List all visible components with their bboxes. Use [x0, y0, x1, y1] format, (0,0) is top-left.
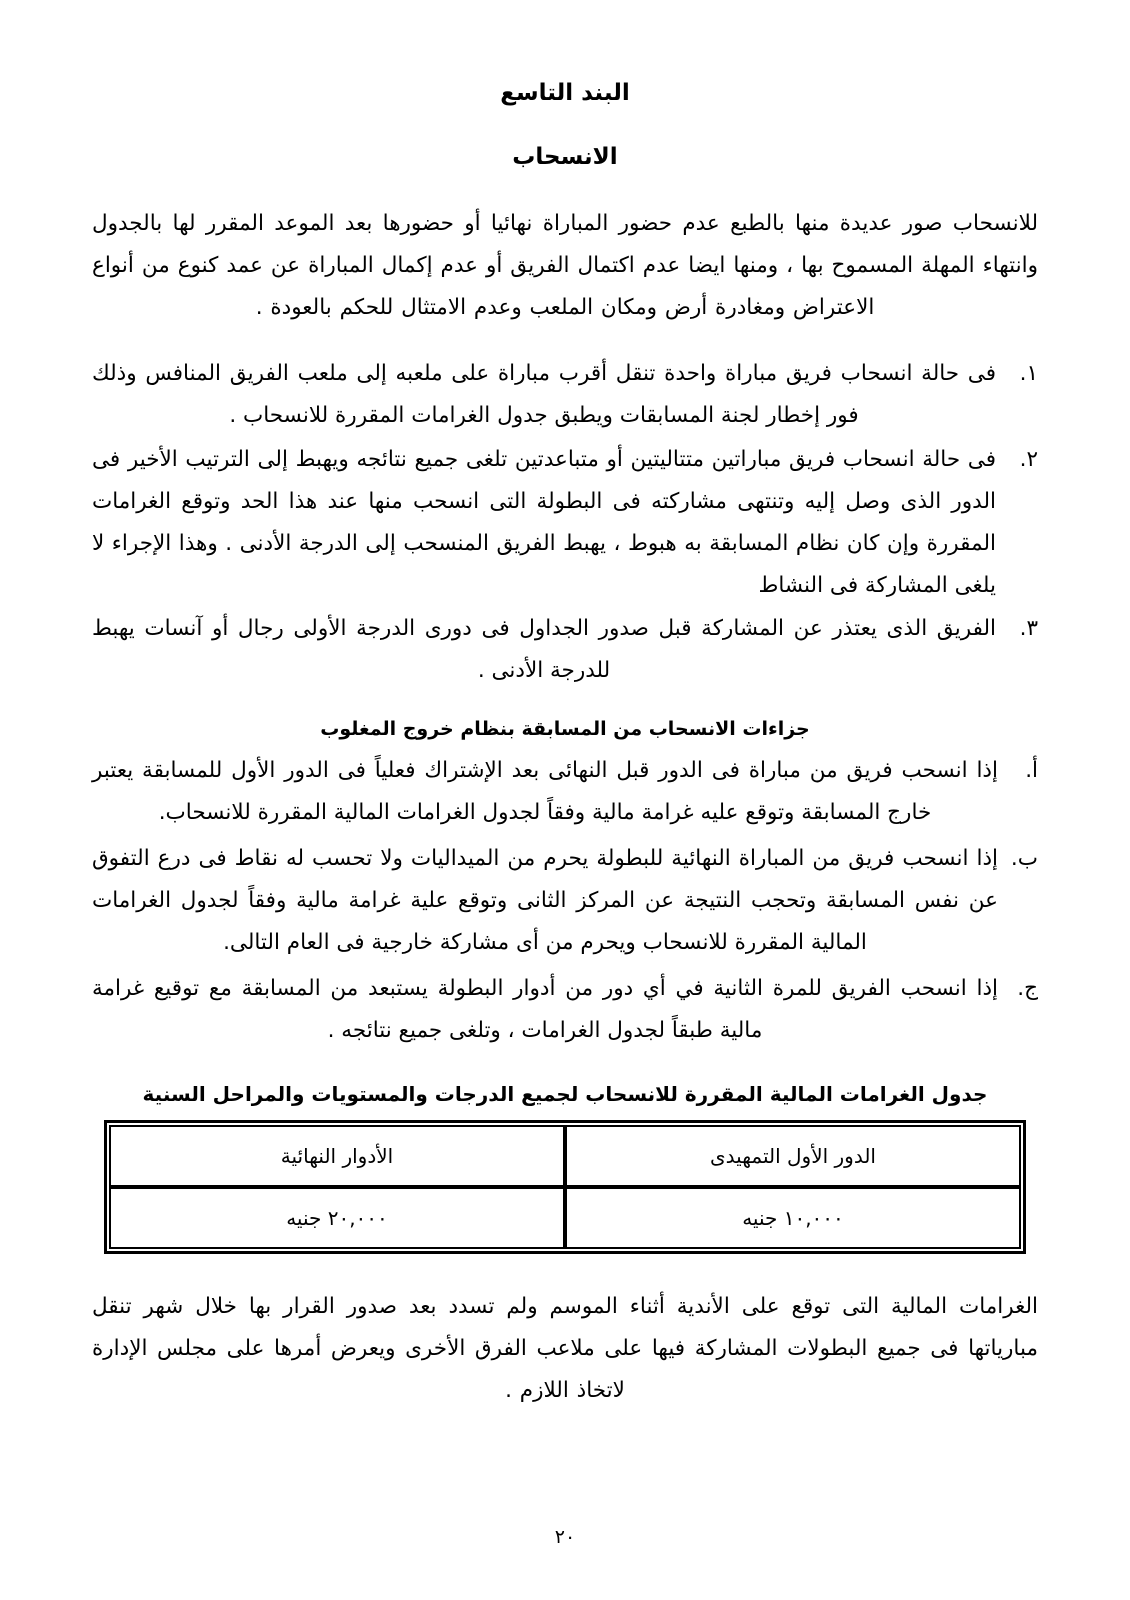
table-cell-preliminary-fine: ١٠,٠٠٠ جنيه — [565, 1187, 1020, 1248]
list-item-marker: ج. — [1017, 975, 1038, 1001]
page-number: ٢٠ — [554, 1526, 576, 1548]
list-item — [92, 439, 1038, 607]
list-item-marker: ١. — [1019, 360, 1038, 386]
list-item-text: الفريق الذى يعتذر عن المشاركة قبل صدور الجداول فى دورى الدرجة الأولى رجال أو آنسات يهبط للدرجة الأدنى . — [92, 616, 996, 684]
list-item — [92, 608, 1038, 692]
lettered-list — [92, 750, 1038, 1051]
numbered-list — [92, 353, 1038, 692]
list-item-marker: أ. — [1025, 758, 1038, 784]
closing-paragraph: الغرامات المالية التى توقع على الأندية أثناء الموسم ولم تسدد بعد صدور القرار بها خلال شهر تنقل مبارياتها فى جميع البطولات المشاركة فيها على ملاعب الفرق الأخرى ويعرض أمرها على مجلس الإدارة لاتخاذ اللازم . — [92, 1293, 1038, 1403]
table-header-cell-preliminary: الدور الأول التمهيدى — [565, 1126, 1020, 1187]
table-row — [110, 1187, 1020, 1248]
table-cell-finals-fine: ٢٠,٠٠٠ جنيه — [110, 1187, 565, 1248]
fines-table-container — [104, 1120, 1026, 1254]
intro-paragraph: للانسحاب صور عديدة منها بالطبع عدم حضور المباراة نهائيا أو حضورها بعد الموعد المقرر لها بالجدول وانتهاء المهلة المسموح بها ، ومنها ايضا عدم اكتمال الفريق أو عدم إكمال المباراة عن عمد كنوع من أنواع الاعتراض ومغادرة أرض ومكان الملعب وعدم الامتثال للحكم بالعودة . — [92, 211, 1038, 321]
list-item-marker: ٢. — [1019, 446, 1038, 472]
list-item-marker: ب. — [1010, 846, 1038, 872]
list-item-text: فى حالة انسحاب فريق مباراتين متتاليتين أو متباعدتين تلغى جميع نتائجه ويهبط إلى الترتيب الأخير فى الدور الذى وصل إليه وتنتهى مشاركته فى البطولة التى انسحب منها عند هذا الحد وتوقع الغرامات المقررة وإن كان نظام المسابقة به هبوط ، يهبط الفريق المنسحب إلى الدرجة الأدنى . وهذا الإجراء لا يلغى المشاركة فى النشاط — [92, 446, 996, 598]
list-item — [92, 750, 1038, 834]
list-item-text: إذا انسحب فريق من مباراة فى الدور قبل النهائى بعد الإشتراك فعلياً فى الدور الأول للمسابقة يعتبر خارج المسابقة وتوقع عليه غرامة مالية وفقاً لجدول الغرامات المالية المقررة للانسحاب. — [92, 758, 998, 826]
list-item-marker: ٣. — [1019, 616, 1038, 642]
fines-table-caption: جدول الغرامات المالية المقررة للانسحاب لجميع الدرجات والمستويات والمراحل السنية — [142, 1081, 988, 1106]
penalties-heading: جزاءات الانسحاب من المسابقة بنظام خروج المغلوب — [320, 718, 810, 741]
fines-table — [109, 1125, 1021, 1249]
list-item-text: إذا انسحب فريق من المباراة النهائية للبطولة يحرم من الميداليات ولا تحسب له نقاط فى درع التفوق عن نفس المسابقة وتحجب النتيجة عن المركز الثانى وتوقع علية غرامة مالية وفقاً لجدول الغرامات المالية المقررة للانسحاب ويحرم من أى مشاركة خارجية فى العام التالى. — [92, 846, 998, 956]
page-subtitle: الانسحاب — [512, 143, 618, 170]
list-item — [92, 838, 1038, 964]
list-item-text: إذا انسحب الفريق للمرة الثانية في أي دور من أدوار البطولة يستبعد من المسابقة مع توقيع غرامة مالية طبقاً لجدول الغرامات ، وتلغى جميع نتائجه . — [92, 975, 998, 1043]
list-item-text: فى حالة انسحاب فريق مباراة واحدة تنقل أقرب مباراة على ملعبه إلى ملعب الفريق المنافس وذلك فور إخطار لجنة المسابقات ويطبق جدول الغرامات المقررة للانسحاب . — [92, 360, 996, 428]
table-header-row — [110, 1126, 1020, 1187]
table-header-cell-finals: الأدوار النهائية — [110, 1126, 565, 1187]
page-title: البند التاسع — [500, 80, 630, 106]
list-item — [92, 353, 1038, 437]
list-item — [92, 968, 1038, 1052]
